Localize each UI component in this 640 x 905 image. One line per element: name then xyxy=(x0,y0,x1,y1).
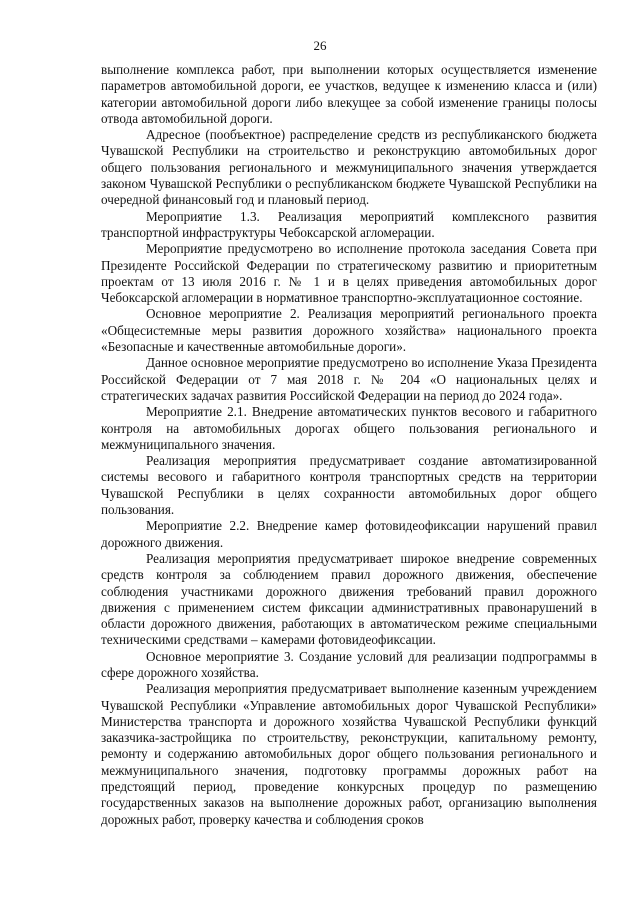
paragraph-main-measure-2-basis: Данное основное мероприятие предусмотрено во исполнение Указа Президента Российской Федерации от 7 мая 2018 г. № 204 «О национальных целях и стратегических задачах развития Российской Федерации на период до 2024 года». xyxy=(101,355,597,403)
paragraph-measure-2-2: Мероприятие 2.2. Внедрение камер фотовидеофиксации нарушений правил дорожного движения. xyxy=(101,518,597,550)
paragraph-measure-1-3: Мероприятие 1.3. Реализация мероприятий комплексного развития транспортной инфраструктуры Чебоксарской агломерации. xyxy=(101,208,597,240)
document-body xyxy=(101,62,597,828)
paragraph-continuation: выполнение комплекса работ, при выполнении которых осуществляется изменение параметров автомобильной дороги, ее участков, ведущее к изменению класса и (или) категории автомобильной дороги либо влекущее за собой изменение границы полосы отвода автомобильной дороги. xyxy=(101,62,597,126)
paragraph-measure-2-1-details: Реализация мероприятия предусматривает создание автоматизированной системы весового и габаритного контроля транспортных средств на территории Чувашской Республики в целях сохранности автомобильных дорог общего пользования. xyxy=(101,453,597,518)
page-number: 26 xyxy=(313,38,327,53)
paragraph-measure-1-3-basis: Мероприятие предусмотрено во исполнение протокола заседания Совета при Президенте Российской Федерации по стратегическому развитию и приоритетным проектам от 13 июля 2016 г. № 1 и в целях приведения автомобильных дорог Чебоксарской агломерации в нормативное транспортно-эксплуатационное состояние. xyxy=(101,241,597,306)
paragraph-measure-2-2-details: Реализация мероприятия предусматривает широкое внедрение современных средств контроля за соблюдением правил дорожного движения, обеспечение соблюдения участниками дорожного движения требований правил дорожного движения с применением систем фиксации административных правонарушений в области дорожного движения, работающих в автоматическом режиме специальными техническими средствами – камерами фотовидеофиксации. xyxy=(101,550,597,648)
paragraph-main-measure-3-details: Реализация мероприятия предусматривает выполнение казенным учреждением Чувашской Республики «Управление автомобильных дорог Чувашской Республики» Министерства транспорта и дорожного хозяйства Чувашской Республики функций заказчика-застройщика по строительству, реконструкции, капитальному ремонту, ремонту и содержанию автомобильных дорог общего пользования регионального и межмуниципального значения, подготовку программы дорожных работ на предстоящий период, проведение конкурсных процедур по размещению государственных заказов на выполнение дорожных работ, организацию выполнения дорожных работ, проверку качества и соблюдения сроков xyxy=(101,681,597,827)
paragraph-measure-2-1: Мероприятие 2.1. Внедрение автоматических пунктов весового и габаритного контроля на автомобильных дорогах общего пользования регионального и межмуниципального значения. xyxy=(101,404,597,452)
paragraph-main-measure-2: Основное мероприятие 2. Реализация мероприятий регионального проекта «Общесистемные меры развития дорожного хозяйства» национального проекта «Безопасные и качественные автомобильные дороги». xyxy=(101,306,597,355)
paragraph-budget-distribution: Адресное (пообъектное) распределение средств из республиканского бюджета Чувашской Республики на строительство и реконструкцию автомобильных дорог общего пользования регионального и межмуниципального значения утверждается законом Чувашской Республики о республиканском бюджете Чувашской Республики на очередной финансовый год и плановый период. xyxy=(101,127,597,208)
paragraph-main-measure-3: Основное мероприятие 3. Создание условий для реализации подпрограммы в сфере дорожного хозяйства. xyxy=(101,648,597,680)
